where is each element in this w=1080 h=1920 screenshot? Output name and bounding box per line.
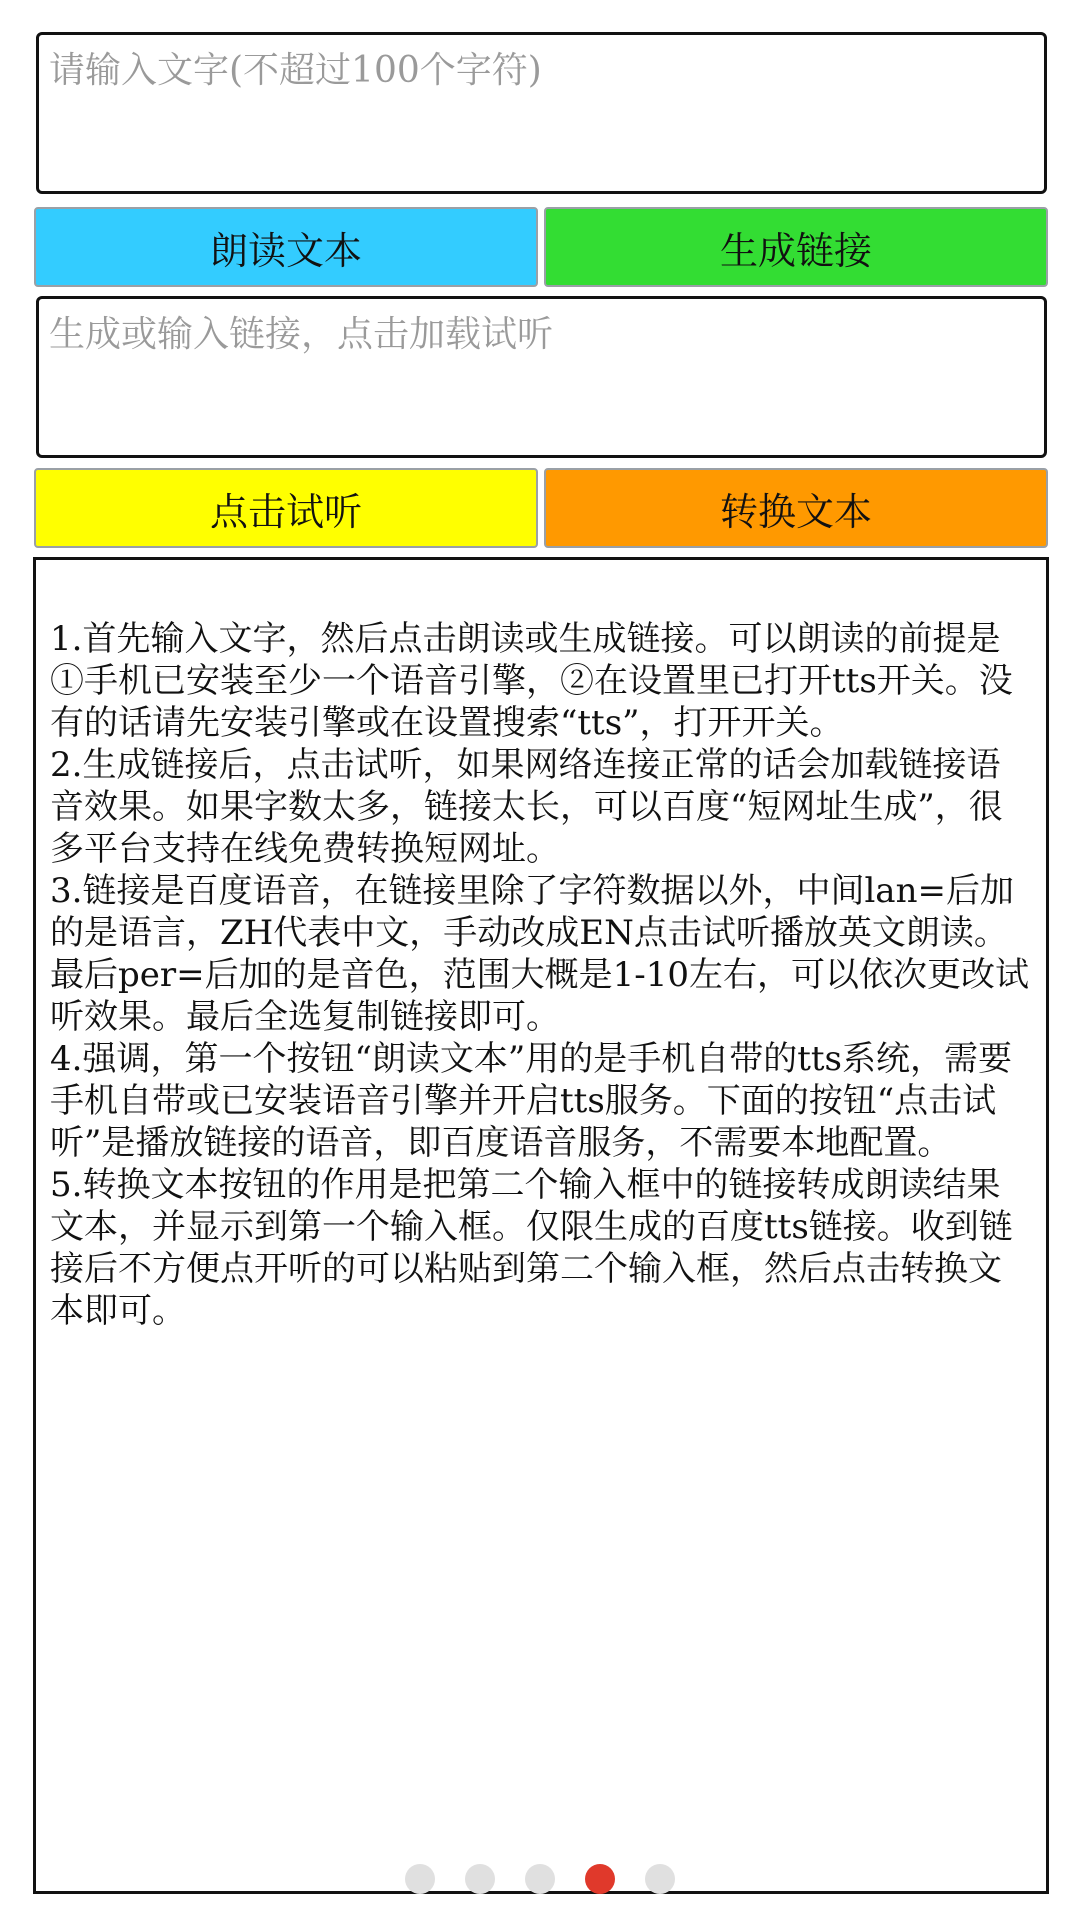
listen-button[interactable]: 点击试听 xyxy=(34,468,538,548)
help-paragraph-2: 2.生成链接后，点击试听，如果网络连接正常的话会加载链接语音效果。如果字数太多，链接太长，可以百度“短网址生成”，很多平台支持在线免费转换短网址。 xyxy=(50,745,1003,869)
page-dot-1[interactable] xyxy=(405,1864,435,1894)
help-paragraph-4: 4.强调，第一个按钮“朗读文本”用的是手机自带的tts系统，需要手机自带或已安装语音引擎并开启tts服务。下面的按钮“点击试听”是播放链接的语音，即百度语音服务，不需要本地配置。 xyxy=(50,1039,1012,1163)
page-dot-2[interactable] xyxy=(465,1864,495,1894)
convert-text-button[interactable]: 转换文本 xyxy=(544,468,1048,548)
link-input[interactable] xyxy=(36,296,1047,458)
help-paragraph-1: 1.首先输入文字，然后点击朗读或生成链接。可以朗读的前提是①手机已安装至少一个语音引擎，②在设置里已打开tts开关。没有的话请先安装引擎或在设置搜索“tts”，打开开关。 xyxy=(50,619,1013,743)
page-dot-4[interactable] xyxy=(585,1864,615,1894)
page-indicator xyxy=(0,1864,1080,1894)
page-dot-5[interactable] xyxy=(645,1864,675,1894)
help-paragraph-3: 3.链接是百度语音，在链接里除了字符数据以外，中间lan=后加的是语言，ZH代表中文，手动改成EN点击试听播放英文朗读。最后per=后加的是音色，范围大概是1-10左右，可以依次更改试听效果。最后全选复制链接即可。 xyxy=(50,871,1030,1037)
help-paragraph-5: 5.转换文本按钮的作用是把第二个输入框中的链接转成朗读结果文本，并显示到第一个输入框。仅限生成的百度tts链接。收到链接后不方便点开听的可以粘贴到第二个输入框，然后点击转换文本即可。 xyxy=(50,1165,1013,1331)
read-text-button[interactable]: 朗读文本 xyxy=(34,207,538,287)
help-panel xyxy=(33,557,1049,1894)
text-input[interactable] xyxy=(36,32,1047,194)
page-dot-3[interactable] xyxy=(525,1864,555,1894)
generate-link-button[interactable]: 生成链接 xyxy=(544,207,1048,287)
